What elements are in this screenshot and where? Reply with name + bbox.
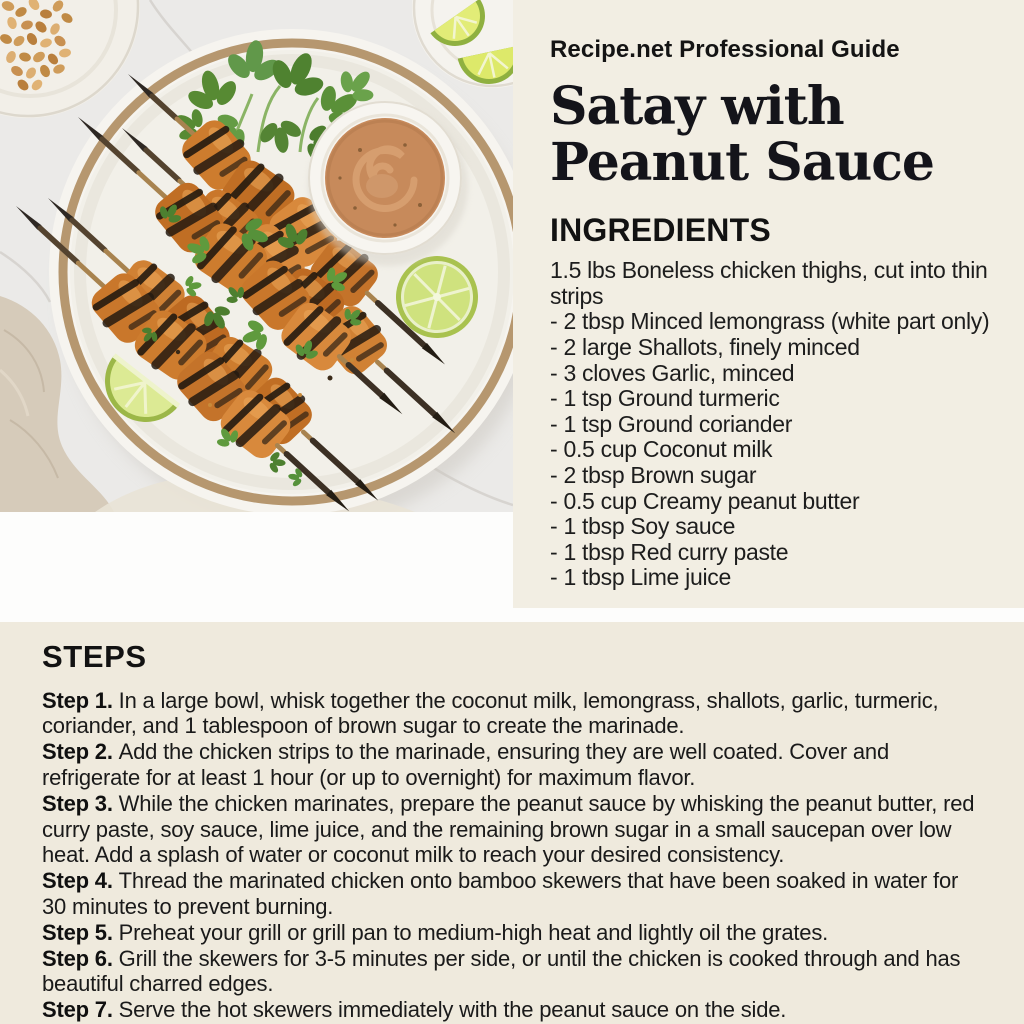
step — [42, 791, 984, 868]
recipe-title: Satay with Peanut Sauce — [550, 76, 935, 193]
step-text: While the chicken marinates, prepare the peanut sauce by whisking the peanut butter, red curry paste, soy sauce, lime juice, and the remaining brown sugar in a small saucepan over low heat. Add a splash of water or coconut milk to reach your desired consistency. — [42, 790, 975, 868]
step — [42, 920, 984, 946]
ingredient-item: - 3 cloves Garlic, minced — [550, 359, 795, 386]
step-label: Step 7. — [42, 997, 113, 1023]
food-photo — [0, 0, 513, 512]
ingredient-item: - 0.5 cup Creamy peanut butter — [550, 487, 860, 514]
ingredient-item: - 1 tbsp Red curry paste — [550, 538, 789, 565]
ingredient-item: - 0.5 cup Coconut milk — [550, 436, 773, 463]
step — [42, 868, 984, 920]
step-text: Add the chicken strips to the marinade, ensuring they are well coated. Cover and refrigerate for at least 1 hour (or up to overnight) for maximum flavor. — [42, 739, 890, 790]
ingredient-item: - 1 tsp Ground coriander — [550, 410, 793, 437]
step — [42, 739, 984, 791]
step-text: Serve the hot skewers immediately with the peanut sauce on the side. — [118, 997, 787, 1023]
step-text: Grill the skewers for 3-5 minutes per side, or until the chicken is cooked through and has beautiful charred edges. — [42, 945, 961, 997]
step-label: Step 2. — [42, 739, 113, 765]
steps-panel — [0, 622, 1024, 1024]
ingredient-item: - 2 large Shallots, finely minced — [550, 333, 860, 360]
recipe-panel — [513, 0, 1024, 608]
step — [42, 997, 984, 1023]
step-label: Step 3. — [42, 790, 113, 816]
ingredient-item: 1.5 lbs Boneless chicken thighs, cut into thin strips — [550, 257, 988, 309]
brand-kicker: Recipe.net Professional Guide — [550, 36, 900, 63]
step-text: Thread the marinated chicken onto bamboo skewers that have been soaked in water for 30 minutes to prevent burning. — [42, 868, 959, 919]
ingredient-item: - 1 tbsp Soy sauce — [550, 513, 736, 540]
step-text: In a large bowl, whisk together the coconut milk, lemongrass, shallots, garlic, turmeric, coriander, and 1 tablespoon of brown sugar to create the marinade. — [42, 687, 939, 739]
step-text: Preheat your grill or grill pan to medium-high heat and lightly oil the grates. — [118, 919, 829, 945]
steps-heading: STEPS — [42, 639, 147, 674]
ingredient-item: - 2 tbsp Brown sugar — [550, 461, 757, 488]
step-label: Step 5. — [42, 919, 113, 945]
step-label: Step 6. — [42, 945, 113, 971]
ingredient-item: - 1 tsp Ground turmeric — [550, 385, 780, 412]
step-label: Step 1. — [42, 687, 113, 713]
ingredients-list — [550, 258, 1007, 591]
step — [42, 946, 984, 998]
ingredient-item: - 1 tbsp Lime juice — [550, 564, 731, 591]
ingredient-item: - 2 tbsp Minced lemongrass (white part only) — [550, 308, 990, 335]
ingredients-heading: INGREDIENTS — [550, 211, 771, 248]
step — [42, 688, 984, 740]
step-label: Step 4. — [42, 868, 113, 894]
